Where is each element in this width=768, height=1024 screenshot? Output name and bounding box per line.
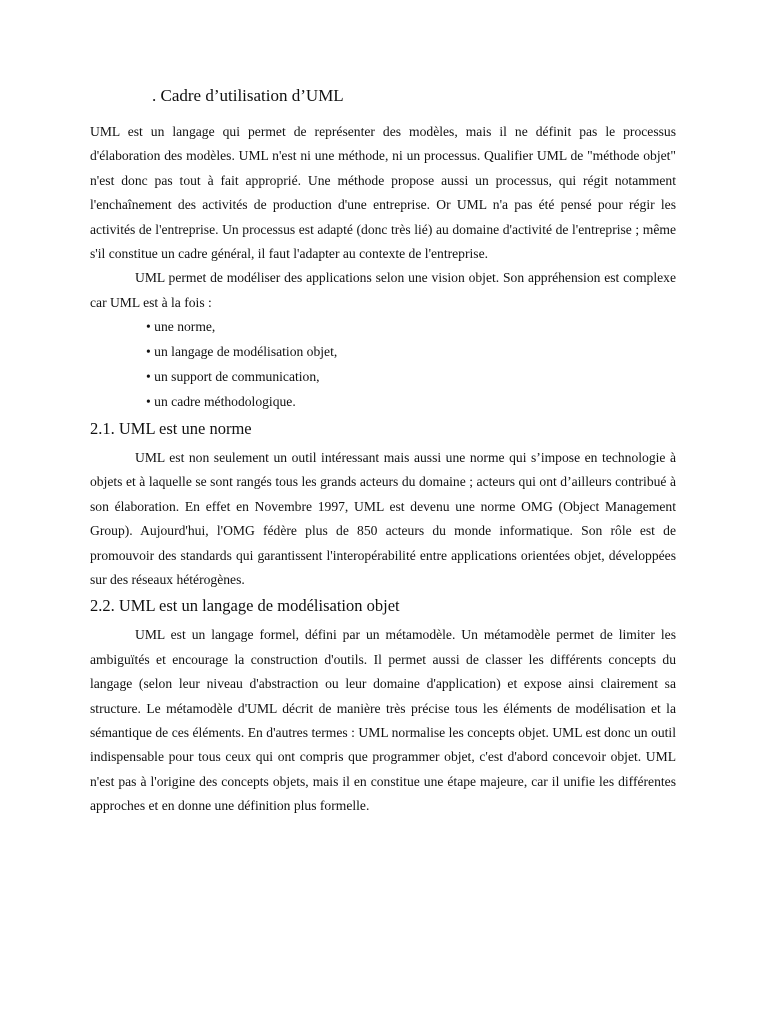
section-paragraph-langage: UML est un langage formel, défini par un métamodèle. Un métamodèle permet de limiter les ambiguïtés et encourage la construction d'outils. Il permet aussi de classer les différents concepts du langage (selon leur niveau d'abstraction ou leur domaine d'application) et expose ainsi clairement sa structure. Le métamodèle d'UML décrit de manière très précise tous les éléments de modélisation et la sémantique de ces éléments. En d'autres termes : UML normalise les concepts objet. UML est donc un outil indispensable pour tous ceux qui ont compris que programmer objet, c'est d'abord concevoir objet. UML n'est pas à l'origine des concepts objets, mais il en constitue une étape majeure, car il unifie les différentes approches et en donne une définition plus formelle. — [90, 627, 676, 814]
list-item: • un langage de modélisation objet, — [146, 340, 676, 365]
list-item: • un support de communication, — [146, 365, 676, 390]
document-body — [90, 84, 676, 819]
section-heading-langage: 2.2. UML est un langage de modélisation objet — [90, 596, 400, 616]
intro-paragraph-2: UML permet de modéliser des applications selon une vision objet. Son appréhension est complexe car UML est à la fois : — [90, 270, 676, 310]
list-item: • un cadre méthodologique. — [146, 390, 676, 415]
section-heading-norme: 2.1. UML est une norme — [90, 418, 252, 438]
feature-list — [90, 315, 676, 415]
intro-paragraph: UML est un langage qui permet de représenter des modèles, mais il ne définit pas le processus d'élaboration des modèles. UML n'est ni une méthode, ni un processus. Qualifier UML de "méthode objet" n'est donc pas tout à fait approprié. Une méthode propose aussi un processus, qui régit notamment l'enchaînement des activités de production d'une entreprise. Or UML n'a pas été pensé pour régir les activités de l'entreprise. Un processus est adapté (donc très lié) au domaine d'activité de l'entreprise ; même s'il constitue un cadre général, il faut l'adapter au contexte de l'entreprise. — [90, 124, 676, 262]
section-paragraph-norme: UML est non seulement un outil intéressant mais aussi une norme qui s’impose en technologie à objets et à laquelle se sont rangés tous les grands acteurs du domaine ; acteurs qui ont d’ailleurs contribué à son élaboration. En effet en Novembre 1997, UML est devenu une norme OMG (Object Management Group). Aujourd'hui, l'OMG fédère plus de 850 acteurs du monde informatique. Son rôle est de promouvoir des standards qui garantissent l'interopérabilité entre applications orientées objet, développées sur des réseaux hétérogènes. — [90, 449, 676, 587]
page-title: . Cadre d’utilisation d’UML — [152, 86, 344, 105]
list-item: • une norme, — [146, 315, 676, 340]
